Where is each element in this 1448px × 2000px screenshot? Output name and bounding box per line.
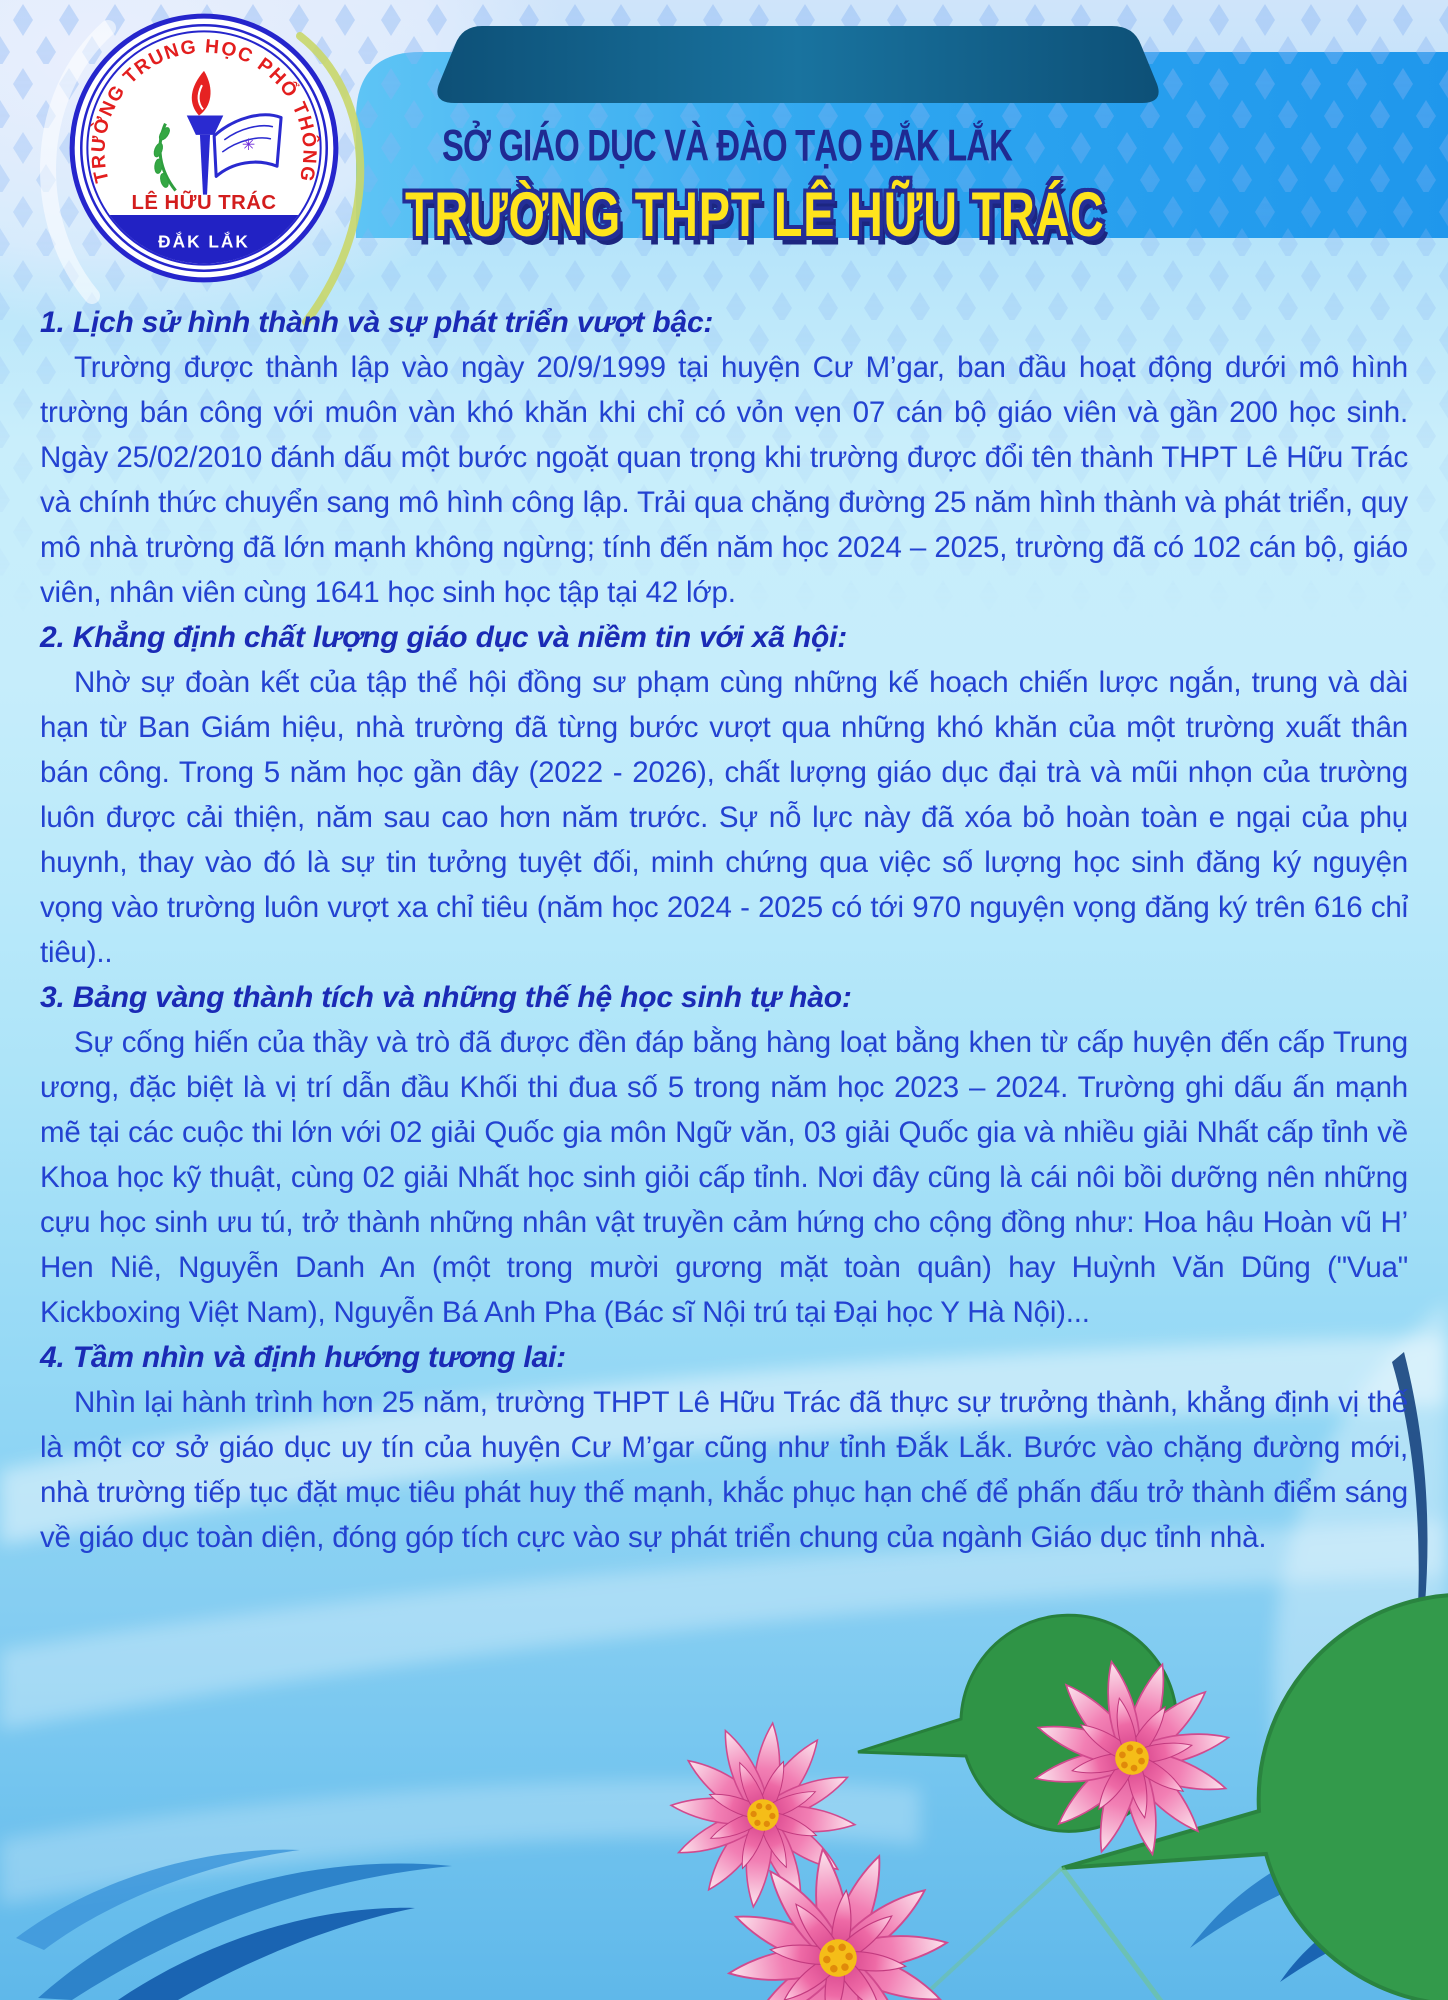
- department-title: SỞ GIÁO DỤC VÀ ĐÀO TẠO ĐẮK LẮK: [441, 121, 1013, 171]
- school-title: TRƯỜNG THPT LÊ HỮU TRÁC: [405, 179, 1105, 250]
- section-4-body: Nhìn lại hành trình hơn 25 năm, trường THPT Lê Hữu Trác đã thực sự trưởng thành, khẳng định vị thế là một cơ sở giáo dục uy tín của huyện Cư M’gar cũng như tỉnh Đắk Lắk. Bước vào chặng đường mới, nhà trường tiếp tục đặt mục tiêu phát huy thế mạnh, khắc phục hạn chế để phấn đấu trở thành điểm sáng về giáo dục toàn diện, đóng góp tích cực vào sự phát triển chung của ngành Giáo dục tỉnh nhà.: [40, 1386, 1408, 1554]
- section-1-heading: 1. Lịch sử hình thành và sự phát triển vượt bậc:: [40, 306, 714, 339]
- logo-school-name: LÊ HỮU TRÁC: [131, 191, 277, 214]
- section-1-body: Trường được thành lập vào ngày 20/9/1999 tại huyện Cư M’gar, ban đầu hoạt động dưới mô hình trường bán công với muôn vàn khó khăn khi chỉ có vỏn vẹn 07 cán bộ giáo viên và gần 200 học sinh. Ngày 25/02/2010 đánh dấu một bước ngoặt quan trọng khi trường được đổi tên thành THPT Lê Hữu Trác và chính thức chuyển sang mô hình công lập. Trải qua chặng đường 25 năm hình thành và phát triển, quy mô nhà trường đã lớn mạnh không ngừng; tính đến năm học 2024 – 2025, trường đã có 102 cán bộ, giáo viên, nhân viên cùng 1641 học sinh học tập tại 42 lớp.: [40, 351, 1408, 609]
- school-logo: [62, 6, 346, 290]
- section-4-heading: 4. Tầm nhìn và định hướng tương lai:: [40, 1341, 566, 1374]
- lotus-flowers: [661, 1595, 1448, 2000]
- section-3-heading: 3. Bảng vàng thành tích và những thế hệ học sinh tự hào:: [40, 981, 852, 1014]
- logo-arc-text: TRƯỜNG TRUNG HỌC PHỔ THÔNG: [88, 36, 320, 185]
- article-text: [40, 300, 1408, 1560]
- top-banner-ribbon: [437, 26, 1158, 103]
- section-3-body: Sự cống hiến của thầy và trò đã được đền đáp bằng hàng loạt bằng khen từ cấp huyện đến cấp Trung ương, đặc biệt là vị trí dẫn đầu Khối thi đua số 5 trong năm học 2023 – 2024. Trường ghi dấu ấn mạnh mẽ tại các cuộc thi lớn với 02 giải Quốc gia môn Ngữ văn, 03 giải Quốc gia và nhiều giải Nhất cấp tỉnh về Khoa học kỹ thuật, cùng 02 giải Nhất học sinh giỏi cấp tỉnh. Nơi đây cũng là cái nôi bồi dưỡng nên những cựu học sinh ưu tú, trở thành những nhân vật truyền cảm hứng cho cộng đồng như: Hoa hậu Hoàn vũ H’ Hen Niê, Nguyễn Danh An (một trong mười gương mặt toàn quân) hay Huỳnh Văn Dũng ("Vua" Kickboxing Việt Nam), Nguyễn Bá Anh Pha (Bác sĩ Nội trú tại Đại học Y Hà Nội)...: [40, 1026, 1408, 1329]
- section-2-heading: 2. Khẳng định chất lượng giáo dục và niềm tin với xã hội:: [40, 621, 848, 654]
- section-2-body: Nhờ sự đoàn kết của tập thể hội đồng sư phạm cùng những kế hoạch chiến lược ngắn, trung và dài hạn từ Ban Giám hiệu, nhà trường đã từng bước vượt qua những khó khăn của một trường xuất thân bán công. Trong 5 năm học gần đây (2022 - 2026), chất lượng giáo dục đại trà và mũi nhọn của trường luôn được cải thiện, năm sau cao hơn năm trước. Sự nỗ lực này đã xóa bỏ hoàn toàn e ngại của phụ huynh, thay vào đó là sự tin tưởng tuyệt đối, minh chứng qua việc số lượng học sinh đăng ký nguyện vọng vào trường luôn vượt xa chỉ tiêu (năm học 2024 - 2025 có tới 970 nguyện vọng đăng ký trên 616 chỉ tiêu)..: [40, 666, 1408, 969]
- logo-province-label: ĐẮK LẮK: [158, 231, 250, 252]
- book-star-icon: ✳: [241, 136, 256, 155]
